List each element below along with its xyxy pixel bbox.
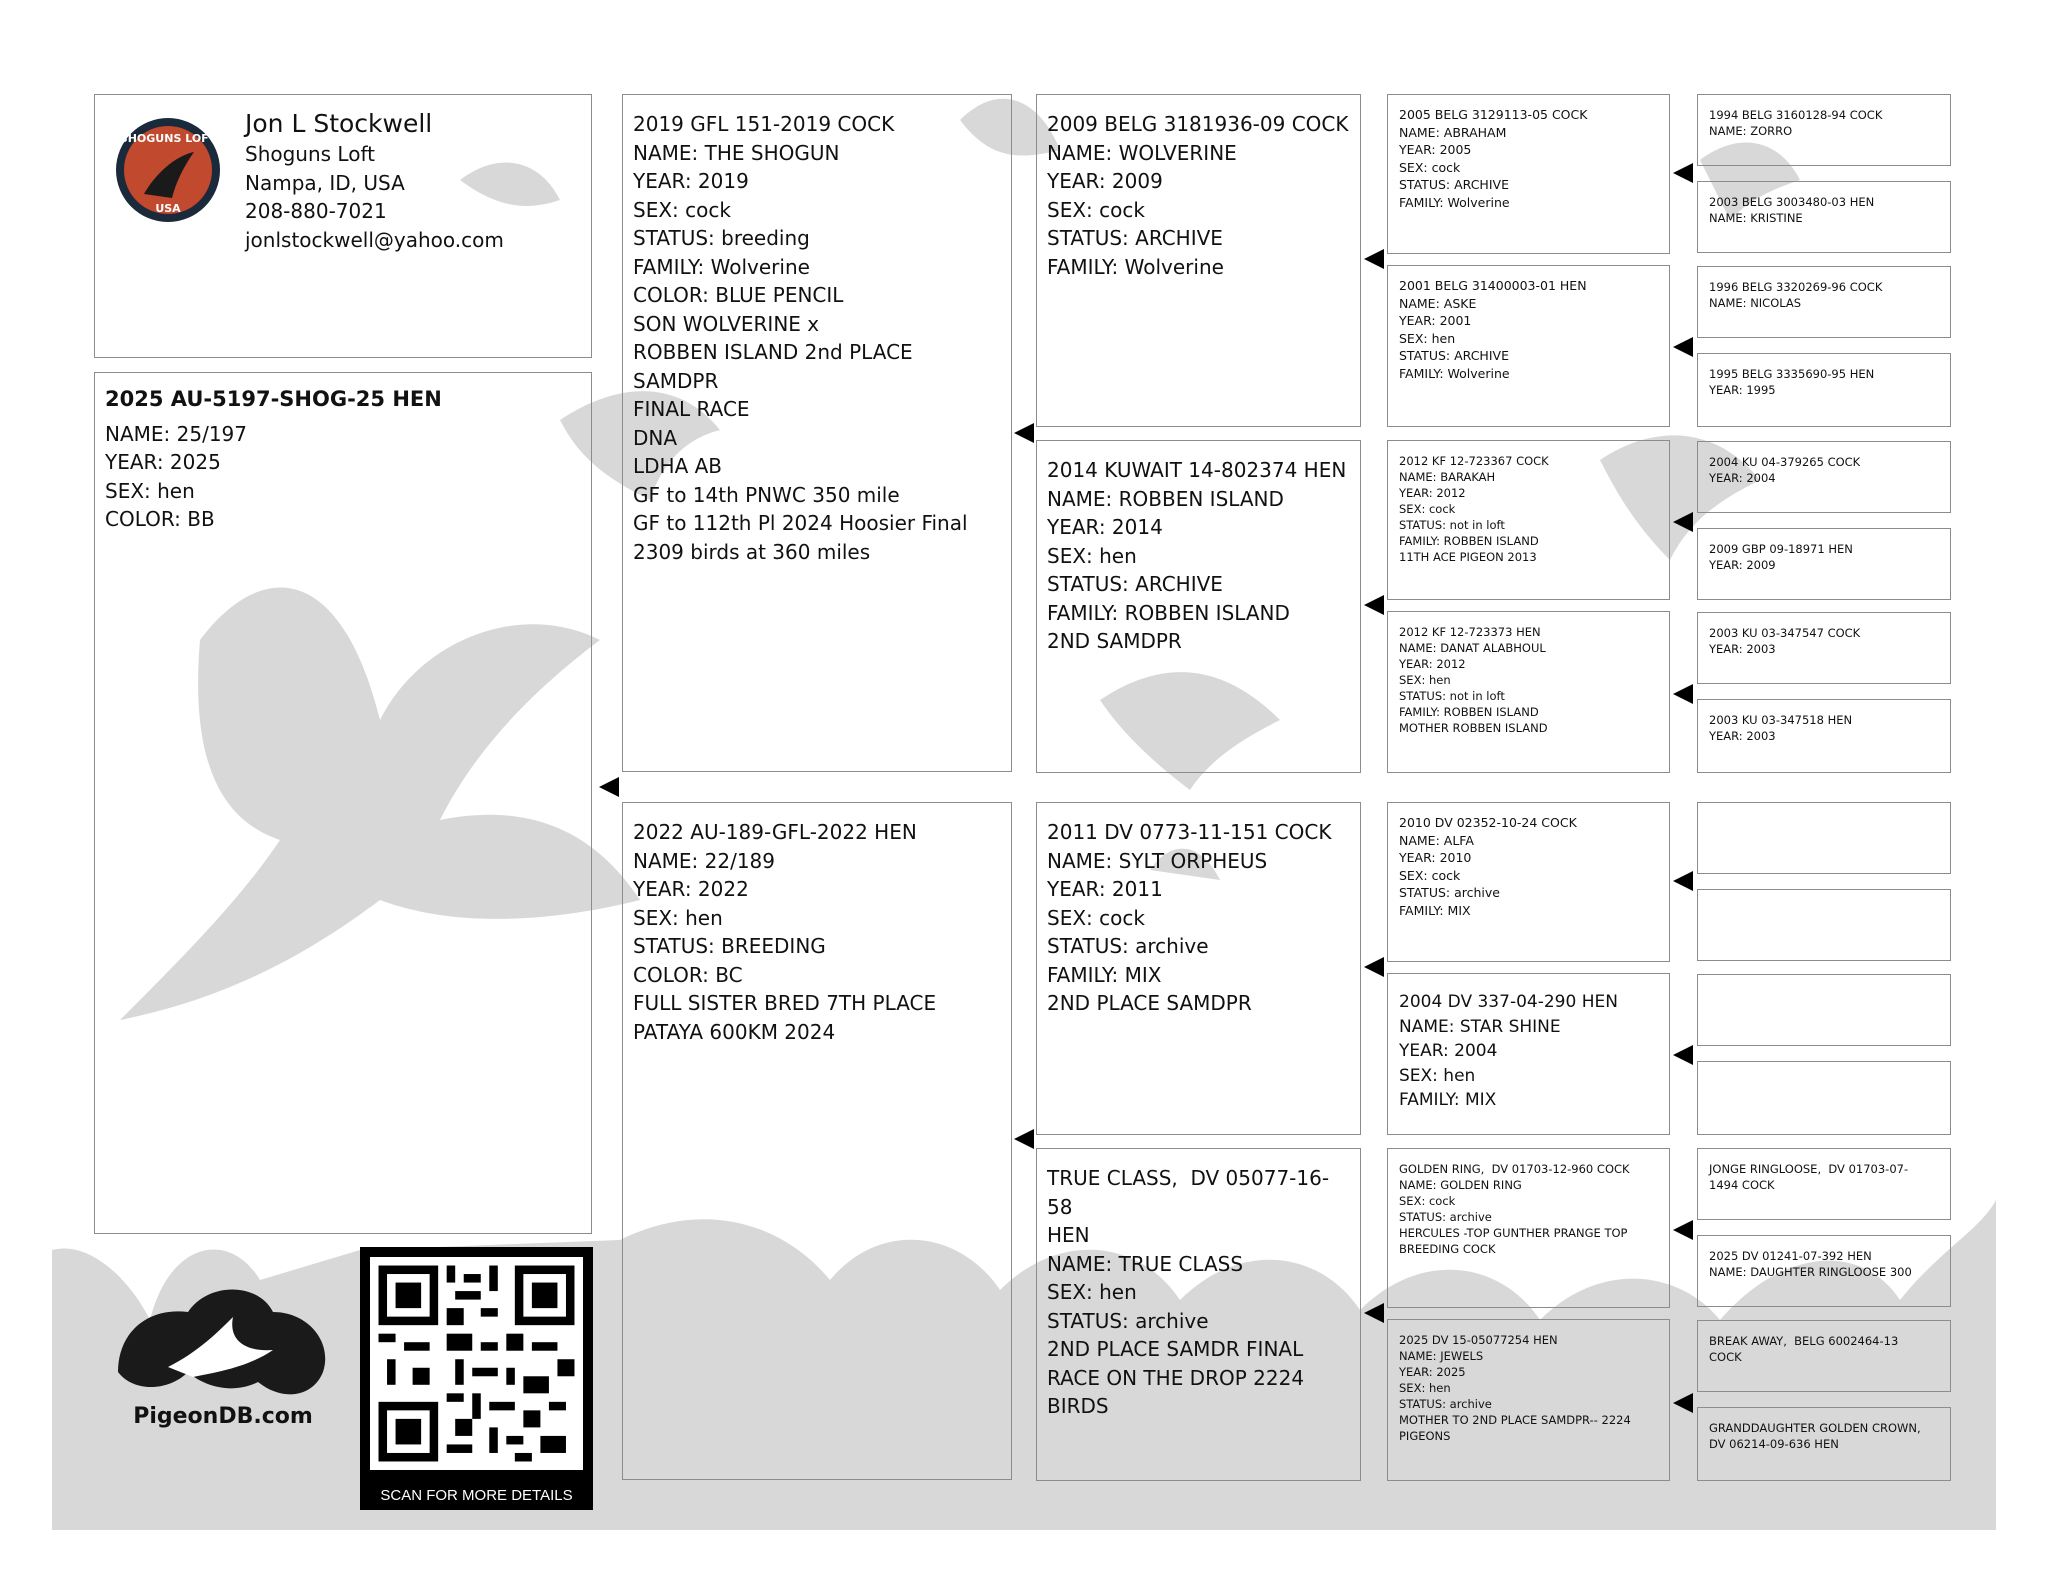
gen3-card[interactable]: [1036, 440, 1361, 773]
qr-caption: SCAN FOR MORE DETAILS: [380, 1487, 573, 1504]
pigeon-detail-line: GF to 14th PNWC 350 mile: [633, 482, 900, 507]
pigeon-ring-id: 2003 KU 03-347518 HEN: [1709, 713, 1853, 727]
pigeon-detail-line: PIGEONS: [1399, 1429, 1451, 1443]
pigeon-ring-id: 2014 KUWAIT 14-802374 HEN: [1047, 458, 1347, 482]
gen5-card[interactable]: [1697, 441, 1951, 513]
pigeon-detail-line: NAME: GOLDEN RING: [1399, 1178, 1522, 1192]
pigeon-detail-line: FAMILY: ROBBEN ISLAND: [1399, 534, 1539, 548]
pigeon-detail-line: YEAR: 2014: [1047, 515, 1163, 539]
pigeon-detail-line: YEAR: 1995: [1709, 383, 1776, 397]
pigeon-detail-line: NAME: ASKE: [1399, 295, 1477, 311]
lineage-arrow: [1673, 337, 1693, 357]
pigeon-detail-line: SEX: cock: [1399, 867, 1461, 883]
pigeon-detail-line: NAME: ALFA: [1399, 832, 1474, 848]
pigeon-detail-line: LDHA AB: [633, 454, 723, 478]
loft-logo: [114, 116, 222, 224]
owner-location: Nampa, ID, USA: [245, 170, 405, 195]
pigeon-detail-line: SON WOLVERINE x: [633, 311, 820, 336]
pigeon-detail-line: YEAR: 2003: [1709, 729, 1776, 743]
lineage-arrow: [1673, 1220, 1693, 1240]
pigeon-detail-line: SEX: hen: [1399, 673, 1451, 687]
lineage-arrow: [1364, 595, 1384, 615]
pigeon-detail-line: YEAR: 2004: [1709, 471, 1776, 485]
pigeon-detail-line: BREEDING COCK: [1399, 1242, 1496, 1256]
sire-card[interactable]: [622, 94, 1012, 772]
pigeon-detail-line: COLOR: BLUE PENCIL: [633, 283, 844, 307]
pigeon-detail-line: STATUS: archive: [1047, 1308, 1209, 1333]
pigeon-detail-line: YEAR: 2012: [1399, 486, 1466, 500]
pigeon-ring-id: 2025 DV 15-05077254 HEN: [1399, 1333, 1558, 1347]
subject-pigeon-card[interactable]: [94, 372, 592, 1234]
gen5-card[interactable]: [1697, 1148, 1951, 1220]
pigeon-detail-line: SEX: cock: [633, 197, 731, 222]
pigeon-detail-line: YEAR: 2009: [1047, 169, 1163, 193]
pigeon-ring-id: 2003 KU 03-347547 COCK: [1709, 626, 1861, 640]
pigeon-detail-line: STATUS: archive: [1399, 1397, 1492, 1411]
pigeon-ring-id: 2005 BELG 3129113-05 COCK: [1399, 107, 1588, 122]
lineage-arrow: [1364, 957, 1384, 977]
gen5-card[interactable]: [1697, 612, 1951, 684]
gen4-card[interactable]: [1387, 802, 1670, 962]
lineage-arrow: [1014, 1129, 1034, 1149]
pigeon-detail-line: SEX: cock: [1399, 159, 1461, 175]
gen5-card[interactable]: [1697, 181, 1951, 253]
pigeon-detail-line: DNA: [633, 425, 678, 450]
gen5-card[interactable]: [1697, 802, 1951, 874]
pigeon-detail-line: SEX: cock: [1399, 1194, 1456, 1208]
lineage-arrow: [1673, 1393, 1693, 1413]
pigeon-detail-line: FAMILY: ROBBEN ISLAND: [1047, 600, 1290, 625]
pigeondb-brand[interactable]: PigeonDB.com: [133, 1404, 313, 1429]
gen5-card[interactable]: [1697, 1061, 1951, 1135]
pigeon-ring-id: 2025 AU-5197-SHOG-25 HEN: [105, 387, 442, 411]
lineage-arrow: [1014, 423, 1034, 443]
pigeon-ring-id: 2025 DV 01241-07-392 HEN: [1709, 1249, 1872, 1263]
pigeon-detail-line: SEX: hen: [1047, 1280, 1137, 1304]
pigeon-detail-line: NAME: ABRAHAM: [1399, 124, 1507, 140]
pigeon-ring-id: 2001 BELG 31400003-01 HEN: [1399, 278, 1587, 293]
gen4-card[interactable]: [1387, 1319, 1670, 1481]
pigeon-detail-line: FAMILY: Wolverine: [1047, 254, 1224, 279]
pigeon-ring-id: 2019 GFL 151-2019 COCK: [633, 112, 895, 136]
pigeon-ring-id: BREAK AWAY, BELG 6002464-13: [1709, 1334, 1899, 1348]
pigeon-detail-line: COLOR: BC: [633, 962, 743, 987]
gen5-card[interactable]: [1697, 1320, 1951, 1392]
pigeon-detail-line: NAME: KRISTINE: [1709, 211, 1803, 225]
gen4-card[interactable]: [1387, 265, 1670, 427]
pigeon-detail-line: SEX: hen: [1047, 543, 1137, 568]
pigeon-detail-line: COLOR: BB: [105, 507, 215, 531]
gen5-card[interactable]: [1697, 1407, 1951, 1481]
pigeon-ring-id: 1995 BELG 3335690-95 HEN: [1709, 367, 1875, 381]
pigeon-detail-line: YEAR: 2004: [1399, 1041, 1498, 1061]
gen5-card[interactable]: [1697, 353, 1951, 427]
loft-logo-text: SHOGUNS LOFT: [119, 132, 217, 145]
pigeon-detail-line: NAME: ZORRO: [1709, 124, 1793, 138]
pigeon-detail-line: NAME: NICOLAS: [1709, 296, 1802, 310]
pigeon-detail-line: STATUS: archive: [1399, 885, 1500, 900]
pigeon-detail-line: STATUS: archive: [1047, 934, 1209, 958]
pigeon-detail-line: YEAR: 2009: [1709, 558, 1776, 572]
pigeon-detail-line: YEAR: 2005: [1399, 142, 1472, 157]
gen5-card[interactable]: [1697, 889, 1951, 961]
lineage-arrow: [1364, 1303, 1384, 1323]
pigeon-detail-line: FINAL RACE: [633, 397, 750, 421]
pigeon-detail-line: FULL SISTER BRED 7TH PLACE: [633, 991, 937, 1015]
pigeon-ring-id: 2004 KU 04-379265 COCK: [1709, 455, 1861, 469]
pigeon-detail-line: HEN: [1047, 1223, 1090, 1247]
gen4-card[interactable]: [1387, 611, 1670, 773]
pigeon-detail-line: COCK: [1709, 1350, 1742, 1364]
pigeon-detail-line: NAME: ROBBEN ISLAND: [1047, 486, 1284, 511]
gen5-card[interactable]: [1697, 1235, 1951, 1307]
pigeon-detail-line: STATUS: not in loft: [1399, 518, 1505, 532]
gen5-card[interactable]: [1697, 528, 1951, 600]
gen3-card[interactable]: [1036, 1148, 1361, 1481]
pigeon-detail-line: SEX: cock: [1047, 905, 1145, 930]
loft-logo-subtext: USA: [155, 202, 181, 215]
pigeon-detail-line: YEAR: 2019: [633, 169, 749, 193]
gen4-card[interactable]: [1387, 94, 1670, 254]
pigeon-ring-id: 2011 DV 0773-11-151 COCK: [1047, 820, 1332, 844]
gen3-card[interactable]: [1036, 802, 1361, 1135]
pigeon-detail-line: GF to 112th Pl 2024 Hoosier Final: [633, 511, 968, 535]
pigeon-detail-line: STATUS: BREEDING: [633, 934, 826, 958]
lineage-arrow: [599, 777, 619, 797]
pigeon-ring-id: TRUE CLASS, DV 05077-16-58: [1047, 1166, 1330, 1219]
loft-name: Shoguns Loft: [245, 142, 375, 166]
pigeon-detail-line: SEX: cock: [1399, 502, 1456, 516]
pigeon-detail-line: RACE ON THE DROP 2224: [1047, 1365, 1305, 1390]
pigeon-ring-id: 1996 BELG 3320269-96 COCK: [1709, 280, 1883, 294]
lineage-arrow: [1673, 163, 1693, 183]
gen5-card[interactable]: [1697, 266, 1951, 338]
pigeon-detail-line: 11TH ACE PIGEON 2013: [1399, 550, 1537, 564]
pigeon-detail-line: STATUS: not in loft: [1399, 689, 1505, 703]
pigeon-detail-line: NAME: DAUGHTER RINGLOOSE 300: [1709, 1265, 1912, 1279]
gen4-card[interactable]: [1387, 440, 1670, 600]
pigeon-detail-line: STATUS: ARCHIVE: [1047, 226, 1223, 250]
pigeon-detail-line: MOTHER ROBBEN ISLAND: [1399, 721, 1548, 735]
pigeon-detail-line: NAME: TRUE CLASS: [1047, 1251, 1244, 1276]
pigeon-detail-line: NAME: WOLVERINE: [1047, 140, 1237, 165]
pigeon-detail-line: YEAR: 2011: [1047, 877, 1163, 901]
pigeon-ring-id: 2009 GBP 09-18971 HEN: [1709, 542, 1853, 556]
pigeon-ring-id: GOLDEN RING, DV 01703-12-960 COCK: [1399, 1162, 1630, 1176]
pigeon-detail-line: NAME: BARAKAH: [1399, 470, 1496, 484]
pigeon-detail-line: STATUS: ARCHIVE: [1399, 348, 1509, 363]
pigeon-detail-line: NAME: JEWELS: [1399, 1349, 1484, 1363]
pigeon-detail-line: YEAR: 2025: [105, 450, 221, 474]
pigeon-detail-line: STATUS: breeding: [633, 226, 810, 250]
pigeon-detail-line: YEAR: 2025: [1399, 1365, 1466, 1379]
gen4-card[interactable]: [1387, 973, 1670, 1135]
pigeon-detail-line: 2309 birds at 360 miles: [633, 539, 871, 564]
pigeon-detail-line: FAMILY: Wolverine: [633, 254, 810, 279]
lineage-arrow: [1673, 512, 1693, 532]
pigeon-detail-line: ROBBEN ISLAND 2nd PLACE SAMDPR: [633, 340, 920, 393]
pigeon-detail-line: SEX: hen: [105, 478, 195, 503]
gen5-card[interactable]: [1697, 94, 1951, 166]
pigeon-detail-line: SEX: hen: [1399, 1065, 1476, 1086]
pigeon-detail-line: FAMILY: Wolverine: [1399, 365, 1510, 381]
pigeon-ring-id: 1994 BELG 3160128-94 COCK: [1709, 108, 1883, 122]
owner-email[interactable]: jonlstockwell@yahoo.com: [245, 227, 504, 252]
owner-name: Jon L Stockwell: [245, 109, 433, 138]
pigeon-detail-line: NAME: SYLT ORPHEUS: [1047, 848, 1268, 873]
pigeon-detail-line: FAMILY: Wolverine: [1399, 194, 1510, 210]
lineage-arrow: [1673, 871, 1693, 891]
pigeon-detail-line: 2ND SAMDPR: [1047, 629, 1182, 653]
owner-phone[interactable]: 208-880-7021: [245, 199, 387, 223]
pigeon-detail-line: STATUS: archive: [1399, 1210, 1492, 1224]
pigeon-detail-line: YEAR: 2010: [1399, 850, 1472, 865]
pigeon-detail-line: HERCULES -TOP GUNTHER PRANGE TOP: [1399, 1226, 1628, 1240]
owner-details: [245, 108, 504, 254]
pigeon-detail-line: FAMILY: MIX: [1047, 962, 1162, 987]
lineage-arrow: [1364, 249, 1384, 269]
pigeon-ring-id: 2009 BELG 3181936-09 COCK: [1047, 112, 1349, 136]
pigeon-ring-id: 2012 KF 12-723367 COCK: [1399, 454, 1549, 468]
pigeon-detail-line: SEX: hen: [1399, 330, 1456, 346]
pigeon-ring-id: 2004 DV 337-04-290 HEN: [1399, 992, 1618, 1012]
pigeon-detail-line: SEX: hen: [633, 905, 723, 930]
pigeon-detail-line: 2ND PLACE SAMDR FINAL: [1047, 1337, 1304, 1361]
pigeon-detail-line: SEX: hen: [1399, 1381, 1451, 1395]
pigeon-detail-line: MOTHER TO 2ND PLACE SAMDPR-- 2224: [1399, 1413, 1631, 1427]
pigeon-detail-line: FAMILY: ROBBEN ISLAND: [1399, 705, 1539, 719]
pigeon-detail-line: STATUS: ARCHIVE: [1399, 177, 1509, 192]
pigeon-detail-line: NAME: DANAT ALABHOUL: [1399, 641, 1546, 655]
pigeon-detail-line: YEAR: 2012: [1399, 657, 1466, 671]
pigeon-detail-line: NAME: 22/189: [633, 848, 775, 873]
pigeondb-logo: [108, 1272, 338, 1422]
pigeon-detail-line: NAME: THE SHOGUN: [633, 140, 840, 165]
lineage-arrow: [1673, 1045, 1693, 1065]
pigeon-detail-line: FAMILY: MIX: [1399, 902, 1471, 918]
pigeon-detail-line: NAME: STAR SHINE: [1399, 1016, 1561, 1037]
pigeon-detail-line: DV 06214-09-636 HEN: [1709, 1437, 1839, 1451]
lineage-arrow: [1673, 684, 1693, 704]
pigeon-detail-line: SEX: cock: [1047, 197, 1145, 222]
gen5-card[interactable]: [1697, 974, 1951, 1046]
pigeon-detail-line: STATUS: ARCHIVE: [1047, 572, 1223, 596]
dam-card[interactable]: [622, 802, 1012, 1480]
gen4-card[interactable]: [1387, 1148, 1670, 1308]
pigeon-ring-id: 2022 AU-189-GFL-2022 HEN: [633, 820, 917, 844]
pigeon-detail-line: FAMILY: MIX: [1399, 1090, 1497, 1110]
pigeon-ring-id: JONGE RINGLOOSE, DV 01703-07-: [1709, 1162, 1909, 1176]
gen3-card[interactable]: [1036, 94, 1361, 427]
qr-pattern: [370, 1257, 583, 1470]
pigeon-ring-id: GRANDDAUGHTER GOLDEN CROWN,: [1709, 1421, 1921, 1435]
pigeon-detail-line: 1494 COCK: [1709, 1178, 1775, 1192]
pigeon-detail-line: BIRDS: [1047, 1394, 1109, 1418]
gen5-card[interactable]: [1697, 699, 1951, 773]
pigeon-ring-id: 2010 DV 02352-10-24 COCK: [1399, 815, 1577, 830]
pigeon-ring-id: 2012 KF 12-723373 HEN: [1399, 625, 1541, 639]
pigeon-detail-line: NAME: 25/197: [105, 421, 247, 446]
pigeon-detail-line: YEAR: 2003: [1709, 642, 1776, 656]
qr-code[interactable]: [360, 1247, 593, 1510]
pigeon-ring-id: 2003 BELG 3003480-03 HEN: [1709, 195, 1875, 209]
pigeon-detail-line: YEAR: 2022: [633, 877, 749, 901]
pigeon-detail-line: PATAYA 600KM 2024: [633, 1019, 836, 1044]
pigeon-detail-line: YEAR: 2001: [1399, 313, 1472, 328]
pigeon-detail-line: 2ND PLACE SAMDPR: [1047, 991, 1252, 1015]
